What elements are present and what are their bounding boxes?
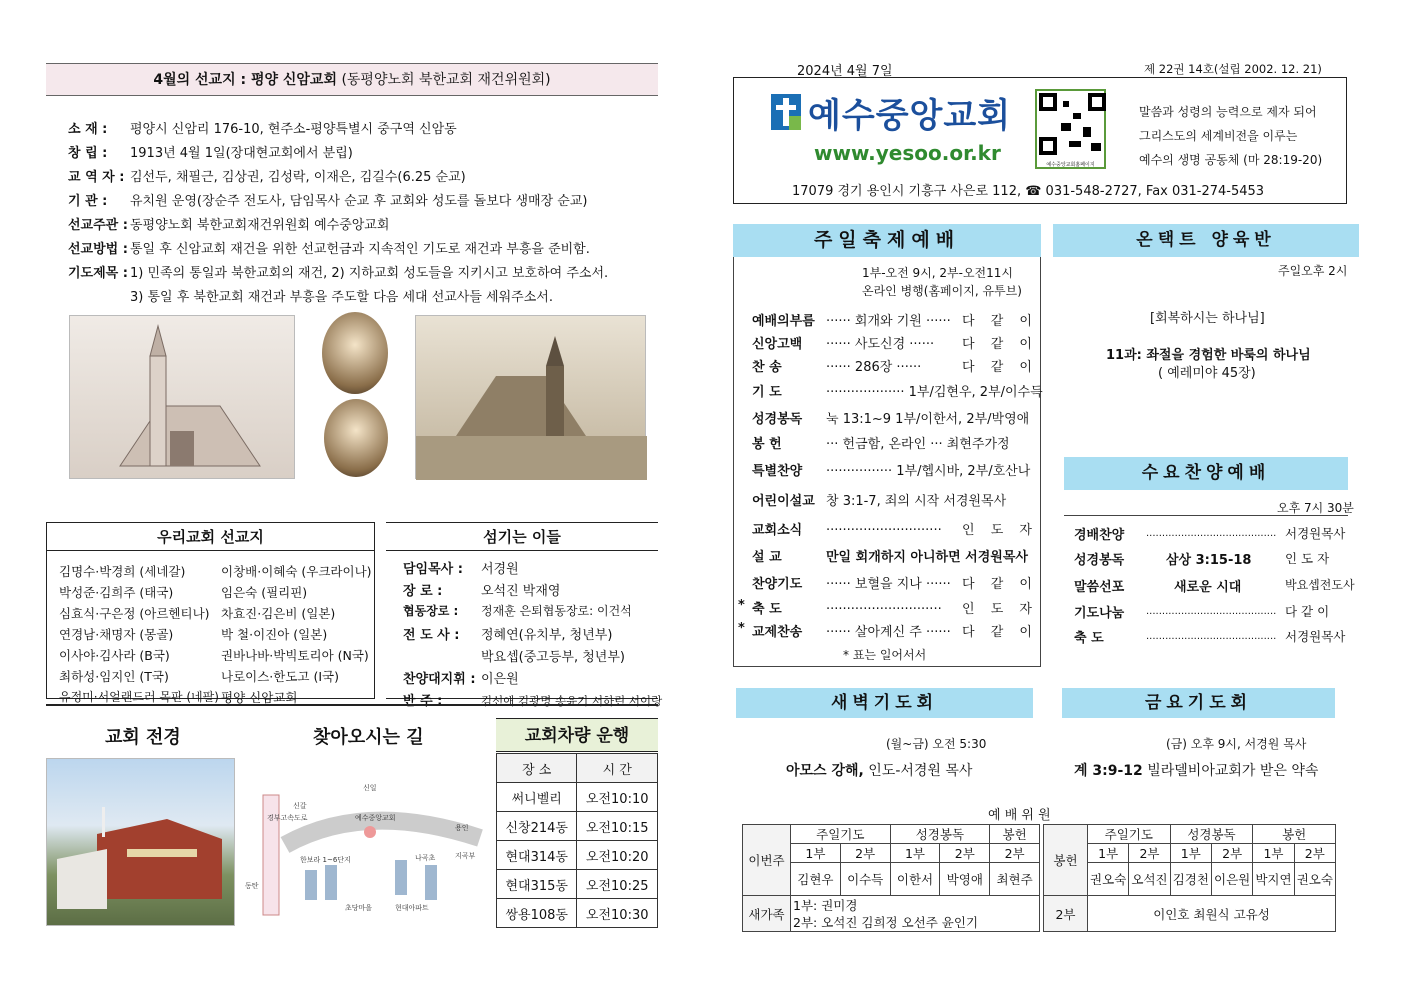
missionary-item: 김명수·박경희 (세네갈) xyxy=(59,564,186,579)
table-row: 현대315동 오전10:25 xyxy=(497,870,658,899)
wednesday-time: 오후 7시 30분 xyxy=(1277,501,1354,515)
missionary-item: 차효진·김은비 (일본) xyxy=(221,606,336,621)
servants-title: 섬기는 이들 xyxy=(386,523,658,551)
website-link[interactable]: www.yesoo.or.kr xyxy=(814,141,1001,165)
church-name: 예수중앙교회 xyxy=(808,96,1012,136)
wednesday-leader: 인 도 자 xyxy=(1285,551,1330,566)
mission-row: 기 관 : 유치원 운영(장순주 전도사, 담임목사 순교 후 교회와 성도를 돌보다 생매장 순교) xyxy=(68,194,588,209)
church-building-photo xyxy=(46,758,235,926)
motto: 말씀과 성령의 능력으로 제자 되어 그리스도의 세계비전을 이루는 예수의 생명 공동체 (마 28:19-20) xyxy=(1139,105,1323,167)
bulletin-date: 2024년 4월 7일 xyxy=(797,64,893,79)
dawn-time: (월~금) 오전 5:30 xyxy=(886,737,987,751)
church-view-title: 교회 전경 xyxy=(105,727,181,748)
car-header: 시 간 xyxy=(577,754,658,783)
missionary-item: 평양 신암교회 xyxy=(221,690,298,705)
qr-caption: 예수중앙교회홈페이지 xyxy=(1046,162,1095,168)
servant-row: 협동장로 : 정재훈 은퇴협동장로: 이건석 xyxy=(403,604,632,618)
friday-time: (금) 오후 9시, 서경원 목사 xyxy=(1166,737,1307,751)
map-label: 예수중앙교회 xyxy=(355,814,396,822)
missionary-item: 심효식·구은정 (아르헨티나) xyxy=(59,606,210,621)
dawn-prayer-title: 새벽기도회 xyxy=(736,688,1033,718)
table-row: 신창214동 오전10:15 xyxy=(497,812,658,841)
servant-row: 찬양대지휘 : 이은원 xyxy=(403,672,519,687)
car-table xyxy=(496,753,658,928)
order-row: 설 교 만일 회개하지 아니하면 서경원목사 xyxy=(752,550,1028,565)
qr-code[interactable] xyxy=(1035,89,1106,169)
order-row: 봉 헌 ··· 헌금함, 온라인 ··· 최현주가정 xyxy=(752,437,1010,452)
mission-title: 4월의 선교지 : 평양 신암교회 xyxy=(153,72,337,88)
mission-row: 선교주관 : 동평양노회 북한교회재건위원회 예수중앙교회 xyxy=(68,218,390,233)
wednesday-title: 수요찬양예배 xyxy=(1064,457,1348,490)
missionary-item: 이창배·이혜숙 (우크라이나) xyxy=(221,564,372,579)
map-label: 신일 xyxy=(363,784,377,792)
map-label: 현대아파트 xyxy=(395,904,429,912)
divider xyxy=(1064,515,1348,516)
church-address: 17079 경기 용인시 기흥구 사은로 112, ☎ 031-548-2727, Fax 031-274-5453 xyxy=(792,184,1265,199)
mission-row: 선교방법 : 통일 후 신암교회 재건을 위한 선교헌금과 지속적인 기도로 재건과 부흥을 준비함. xyxy=(68,242,590,257)
map-label: 한보라 1~6단지 xyxy=(300,856,351,864)
missionary-item: 박 철·이진아 (일본) xyxy=(221,627,328,642)
ontact-ref: ( 예레미야 45장) xyxy=(1158,366,1256,381)
standing-star: * xyxy=(738,598,745,613)
map-label: 나곡초 xyxy=(415,854,436,862)
missionary-item: 권바나바·박빅토리아 (N국) xyxy=(221,648,369,663)
table-row: 쌍용108동 오전10:30 xyxy=(497,899,658,928)
servant-row: 담임목사 : 서경원 xyxy=(403,562,519,577)
order-row: 어린이설교 창 3:1-7, 죄의 시작 서경원목사 xyxy=(752,494,1007,509)
missionary-item: 임은숙 (필리핀) xyxy=(221,585,308,600)
ontact-lesson: 11과: 좌절을 경험한 바룩의 하나님 xyxy=(1106,348,1311,363)
missionary-item: 나로이스·한도고 (I국) xyxy=(221,669,339,684)
wednesday-leader: 서경원목사 xyxy=(1285,629,1346,644)
order-row: 성경봉독 눅 13:1~9 1부/이한서, 2부/박영애 xyxy=(752,412,1030,427)
sunday-service-title: 주일축제예배 xyxy=(733,224,1041,257)
map-label: 초당마을 xyxy=(345,904,373,912)
order-row: 찬 송 ······ 286장 ······ 다 같 이 xyxy=(752,360,1038,375)
pastor-portrait-1 xyxy=(322,312,388,394)
order-row: 기 도 ··················· 1부/김현우, 2부/이수득 xyxy=(752,385,1043,400)
table-row: 써니벨리 오전10:10 xyxy=(497,783,658,812)
mission-row: 기도제목 : 1) 민족의 통일과 북한교회의 재건, 2) 지하교회 성도들을 지키시고 보호하여 주소서. xyxy=(68,266,609,281)
missionary-item: 이사야·김사라 (B국) xyxy=(59,648,170,663)
wednesday-row: 기도나눔 ········································· xyxy=(1074,606,1277,621)
friday-prayer-title: 금요기도회 xyxy=(1062,688,1335,718)
missionary-item: 유정미·서얼랜드러 목판 (네팔) xyxy=(59,690,219,704)
mission-subtitle: (동평양노회 북한교회 재건위원회) xyxy=(341,72,551,88)
order-row: 예배의부름 ······ 회개와 기원 ······ 다 같 이 xyxy=(752,314,1038,329)
order-row: 신앙고백 ······ 사도신경 ······ 다 같 이 xyxy=(752,337,1038,352)
servant-row: 전 도 사 : 정혜연(유치부, 청년부) xyxy=(403,628,613,643)
volume-info: 제 22권 14호(설립 2002. 12. 21) xyxy=(1144,62,1322,76)
wednesday-leader: 서경원목사 xyxy=(1285,526,1346,541)
mission-prayer-3: 3) 통일 후 북한교회 재건과 부흥을 주도할 다음 세대 선교사들 세워주소서. xyxy=(130,290,553,305)
order-row: 특별찬양 ················ 1부/헵시바, 2부/호산나 xyxy=(752,464,1031,479)
map-label: 신갈 xyxy=(293,802,307,810)
wednesday-row: 축 도 ········································· xyxy=(1074,631,1277,646)
mission-row: 창 립 : 1913년 4월 1일(장대현교회에서 분립) xyxy=(68,146,353,161)
table-row: 현대314동 오전10:20 xyxy=(497,841,658,870)
directions-title: 찾아오시는 길 xyxy=(313,727,424,748)
ontact-book: [회복하시는 하나님] xyxy=(1150,311,1265,326)
wednesday-row: 성경봉독 삼상 3:15-18 xyxy=(1074,553,1252,568)
standing-star: * xyxy=(738,621,745,636)
mission-row: 소 재 : 평양시 신암리 176-10, 현주소-평양특별시 중구역 신암동 xyxy=(68,122,457,137)
map-label: 경부고속도로 xyxy=(267,814,308,822)
committee-table-2: 봉헌 주일기도 성경봉독 봉헌 1부 2부 1부 2부 1부 2부 권오숙 오석진 김경천 이은원 박지연 권오숙 2부 이인호 최원식 고유성 xyxy=(1043,824,1336,932)
car-header: 장 소 xyxy=(497,754,577,783)
ontact-title: 온택트 양육반 xyxy=(1053,224,1359,257)
car-title: 교회차량 운행 xyxy=(496,718,658,752)
servant-row: 반 주 : 김선애 김광명 송윤기 서하린 서이랑 xyxy=(403,694,663,709)
missionary-item: 연경남·채명자 (몽골) xyxy=(59,627,174,642)
ontact-time: 주일오후 2시 xyxy=(1278,264,1348,278)
committee-table: 이번주 주일기도 성경봉독 봉헌 1부 2부 1부 2부 2부 김현우 이수득 이한서 박영애 최현주 새가족 1부: 권미경 2부: 오석진 김희정 오선주 윤인기 xyxy=(742,824,1040,932)
pastor-portrait-2 xyxy=(324,399,388,477)
wednesday-leader: 다 같 이 xyxy=(1285,604,1330,619)
order-row: 축 도 ···························· 인 도 자 xyxy=(752,602,1038,617)
missionary-item: 박성준·김희주 (태국) xyxy=(59,585,174,600)
standing-note: * 표는 일어서서 xyxy=(843,648,927,662)
missionary-item: 최하성·임지인 (T국) xyxy=(59,669,169,684)
wednesday-leader: 박요셉전도사 xyxy=(1285,578,1355,592)
missionaries-title: 우리교회 선교지 xyxy=(47,523,374,551)
sunday-times: 1부-오전 9시, 2부-오전11시 xyxy=(862,266,1014,280)
dawn-topic: 아모스 강해, 인도-서경원 목사 xyxy=(786,763,973,779)
map-label: 지곡부 xyxy=(455,852,476,860)
wednesday-row: 말씀선포 새로운 시대 xyxy=(1074,580,1242,595)
divider xyxy=(46,704,658,706)
church-sketch-image xyxy=(69,315,295,479)
committee-title: 예 배 위 원 xyxy=(988,808,1051,823)
mission-row: 교 역 자 : 김선두, 채필근, 김상권, 김성락, 이재은, 김길수(6.25 순교) xyxy=(68,170,466,185)
church-historic-photo xyxy=(415,315,646,479)
friday-topic: 계 3:9-12 빌라델비아교회가 받은 약속 xyxy=(1074,763,1319,779)
wednesday-row: 경배찬양 ········································· xyxy=(1074,528,1277,543)
mission-header xyxy=(46,63,658,96)
sunday-online: 온라인 병행(홈페이지, 유투브) xyxy=(862,284,1022,298)
servant-row: 장 로 : 오석진 박재영 xyxy=(403,584,561,599)
servant-row: 박요셉(중고등부, 청년부) xyxy=(481,650,625,665)
order-row: 교회소식 ···························· 인 도 자 xyxy=(752,523,1038,538)
order-row: 찬양기도 ······ 보혈을 지나 ······ 다 같 이 xyxy=(752,577,1038,592)
directions-map xyxy=(245,760,487,928)
map-label: 동탄 xyxy=(245,882,259,890)
map-label: 용인 xyxy=(455,824,469,832)
order-row: 교제찬송 ······ 살아계신 주 ······ 다 같 이 xyxy=(752,625,1038,640)
cross-logo-icon xyxy=(771,94,801,130)
